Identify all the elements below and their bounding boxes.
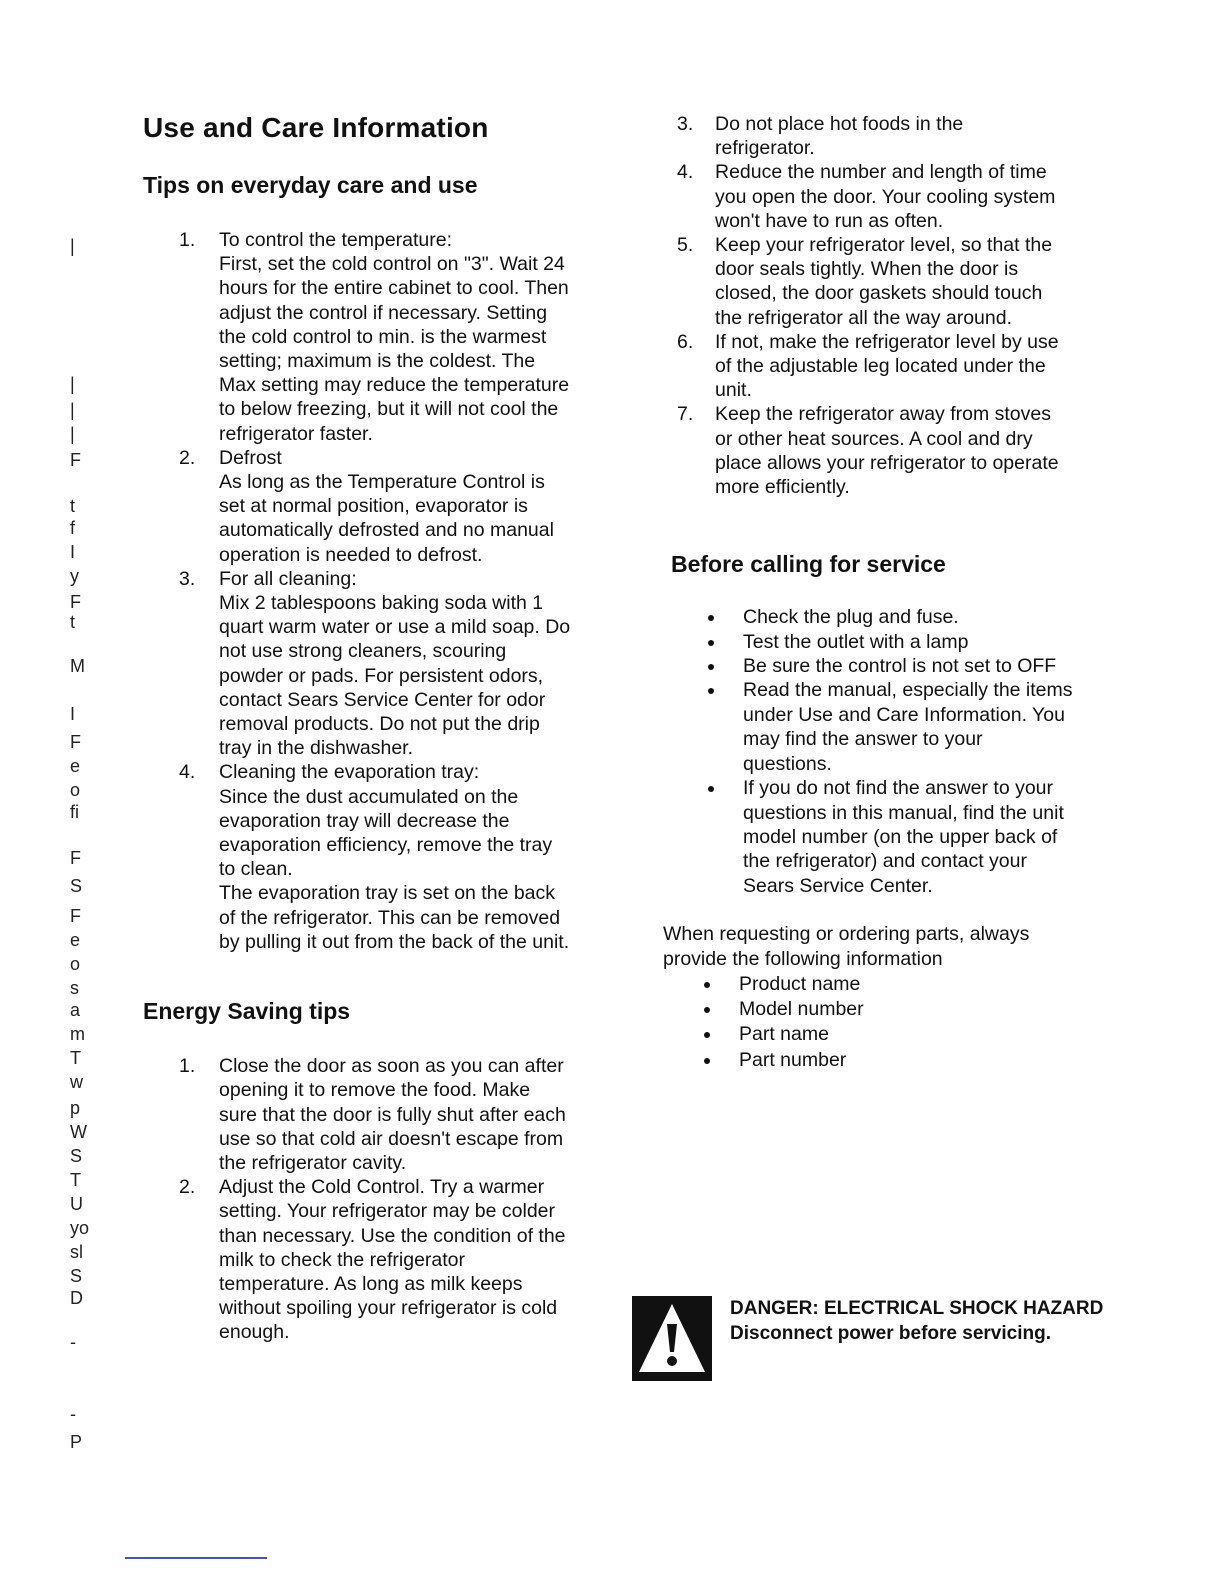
bleed-char: F <box>70 592 81 612</box>
bleed-char: y <box>70 566 79 586</box>
energy-tip-text: Adjust the Cold Control. Try a warmer setting. Your refrigerator may be colder than necessary. Use the condition of the milk to check the refrigerator temperature. As long as milk keeps without spoiling your refrigerator is cold enough. <box>219 1176 566 1344</box>
energy-tip-number: 4. <box>677 161 694 184</box>
energy-tip-item <box>143 1054 573 1175</box>
tip-number: 2. <box>179 446 196 469</box>
energy-tips-list <box>143 1054 573 1344</box>
bullet-icon <box>704 982 710 988</box>
energy-tip-number: 5. <box>677 234 694 257</box>
tips-list <box>143 228 573 954</box>
margin-bleed-through <box>70 0 100 1584</box>
danger-instruction: Disconnect power before servicing. <box>730 1323 1051 1344</box>
bleed-char: o <box>70 780 81 800</box>
service-checklist <box>663 605 1073 898</box>
bleed-char: D <box>70 1288 83 1308</box>
parts-request-intro: When requesting or ordering parts, always provide the following information <box>663 923 1030 970</box>
bleed-char: p <box>70 1098 81 1118</box>
energy-tip-number: 6. <box>677 330 694 353</box>
tip-subtitle: To control the temperature: <box>219 229 453 251</box>
energy-heading: Energy Saving tips <box>143 998 351 1025</box>
bleed-char: e <box>70 756 81 776</box>
left-column <box>143 108 573 1345</box>
service-item <box>663 776 1073 898</box>
parts-item <box>663 1048 1183 1073</box>
bleed-char: yo <box>70 1218 90 1238</box>
bleed-char: M <box>70 656 85 676</box>
energy-tip-text: Reduce the number and length of time you open the door. Your cooling system won't have to run as often. <box>715 161 1056 232</box>
bullet-icon <box>708 615 714 621</box>
energy-tip-text: Keep the refrigerator away from stoves or other heat sources. A cool and dry place allows your refrigerator to operate more efficiently. <box>715 403 1059 499</box>
danger-title: DANGER: ELECTRICAL SHOCK HAZARD <box>730 1298 1104 1319</box>
bleed-char: F <box>70 732 81 752</box>
bleed-char: sl <box>70 1242 83 1262</box>
tip-item <box>143 446 573 567</box>
service-item-text: Be sure the control is not set to OFF <box>743 655 1057 678</box>
footer-divider <box>125 1557 267 1559</box>
service-heading: Before calling for service <box>671 551 946 578</box>
bullet-icon <box>704 1032 710 1038</box>
bleed-char: t <box>70 496 76 516</box>
energy-tip-text: If not, make the refrigerator level by use of the adjustable leg located under the unit. <box>715 330 1059 402</box>
parts-item-text: Product name <box>739 972 861 995</box>
bleed-char: e <box>70 930 81 950</box>
tip-subtitle: For all cleaning: <box>219 567 357 590</box>
bleed-char: S <box>70 1266 83 1286</box>
bleed-char: | <box>70 400 75 420</box>
bleed-char: t <box>70 612 76 632</box>
tip-subtitle: Defrost <box>219 446 282 469</box>
right-column <box>663 112 1183 1073</box>
bleed-char: | <box>70 424 75 444</box>
bleed-char: fi <box>70 802 79 822</box>
danger-text <box>730 1296 1103 1346</box>
energy-tip-number: 7. <box>677 403 694 426</box>
energy-tip-text: Keep your refrigerator level, so that the door seals tightly. When the door is closed, the door gaskets should touch the refrigerator all the way around. <box>715 234 1053 329</box>
service-item <box>663 678 1073 776</box>
bleed-char: s <box>70 978 79 998</box>
bleed-char: S <box>70 876 83 896</box>
tip-item <box>143 228 573 446</box>
bullet-icon <box>708 786 714 792</box>
tip-item <box>143 760 573 954</box>
energy-tip-item <box>663 233 1063 330</box>
bleed-char: | <box>70 236 75 256</box>
bullet-icon <box>708 664 714 670</box>
energy-tip-text: Do not place hot foods in the refrigerator. <box>715 113 964 160</box>
service-item-text: Read the manual, especially the items under Use and Care Information. You may find the answer to your questions. <box>743 679 1073 775</box>
tip-item <box>143 567 573 761</box>
tip-subtitle: Cleaning the evaporation tray: <box>219 761 480 784</box>
bleed-char: o <box>70 954 81 974</box>
bleed-char: T <box>70 1170 81 1190</box>
tip-text: First, set the cold control on "3". Wait 24 hours for the entire cabinet to cool. Then adjust the control if necessary. Setting the cold control to min. is the warmest setting; maximum is the coldest. The Max setting may reduce the temperature to below freezing, but it will not cool the refrigerator faster. <box>219 253 570 445</box>
bleed-char: I <box>70 542 76 562</box>
bleed-char: | <box>70 374 75 394</box>
bleed-char: a <box>70 1000 81 1020</box>
service-item <box>663 630 1073 654</box>
bleed-char: F <box>70 848 81 868</box>
bleed-char: f <box>70 518 76 538</box>
service-item-text: If you do not find the answer to your questions in this manual, find the unit model number (on the upper back of the refrigerator) and contact your Sears Service Center. <box>743 777 1064 897</box>
tip-number: 3. <box>179 567 196 590</box>
bleed-char: P <box>70 1432 83 1452</box>
bleed-char: S <box>70 1146 83 1166</box>
tips-heading: Tips on everyday care and use <box>143 172 478 198</box>
bleed-char: U <box>70 1194 83 1214</box>
bleed-char: - <box>70 1332 76 1352</box>
energy-tip-item <box>143 1175 573 1344</box>
parts-item-text: Part name <box>739 1023 829 1046</box>
tip-number: 1. <box>179 229 196 251</box>
energy-tip-number: 3. <box>677 113 694 135</box>
bleed-char: w <box>70 1072 83 1092</box>
parts-item <box>663 972 1183 997</box>
bleed-char: I <box>70 704 76 724</box>
bleed-char: F <box>70 906 81 926</box>
energy-tips-continued <box>663 112 1063 499</box>
energy-tip-item <box>663 402 1063 499</box>
parts-item <box>663 997 1183 1022</box>
energy-tip-item <box>663 112 1063 160</box>
tip-text: Mix 2 tablespoons baking soda with 1 quart warm water or use a mild soap. Do not use strong cleaners, scouring powder or pads. For persistent odors, contact Sears Service Center for odor removal products. Do not put the drip tray in the dishwasher. <box>219 592 571 760</box>
bleed-char: T <box>70 1048 81 1068</box>
energy-tip-number: 1. <box>179 1055 196 1078</box>
energy-tip-text: Close the door as soon as you can after opening it to remove the food. Make sure that the door is fully shut after each use so that cold air doesn't escape from the refrigerator cavity. <box>219 1055 566 1174</box>
bleed-char: W <box>70 1122 87 1142</box>
bleed-char: m <box>70 1024 85 1044</box>
bleed-char: - <box>70 1404 76 1424</box>
parts-item-text: Model number <box>739 998 864 1021</box>
bullet-icon <box>708 688 714 694</box>
energy-tip-item <box>663 160 1063 233</box>
service-item-text: Check the plug and fuse. <box>743 606 959 629</box>
parts-item <box>663 1022 1183 1047</box>
parts-item-text: Part number <box>739 1048 847 1071</box>
bleed-char: F <box>70 450 81 470</box>
service-item <box>663 654 1073 678</box>
bullet-icon <box>704 1007 710 1013</box>
warning-triangle-icon <box>632 1296 712 1381</box>
tip-text: Since the dust accumulated on the evaporation tray will decrease the evaporation efficiency, remove the tray to clean. <box>219 785 553 881</box>
energy-tip-number: 2. <box>179 1176 196 1199</box>
tip-text: The evaporation tray is set on the back of the refrigerator. This can be removed by pulling it out from the back of the unit. <box>219 882 570 953</box>
tip-text: As long as the Temperature Control is set at normal position, evaporator is automatically defrosted and no manual operation is needed to defrost. <box>219 471 554 566</box>
bullet-icon <box>708 640 714 646</box>
page-title: Use and Care Information <box>143 112 489 143</box>
tip-number: 4. <box>179 761 196 784</box>
energy-tip-item <box>663 330 1063 403</box>
bullet-icon <box>704 1058 710 1064</box>
service-item <box>663 605 1073 629</box>
parts-info-list <box>663 972 1183 1073</box>
danger-notice <box>632 1296 1192 1386</box>
service-item-text: Test the outlet with a lamp <box>743 630 969 653</box>
